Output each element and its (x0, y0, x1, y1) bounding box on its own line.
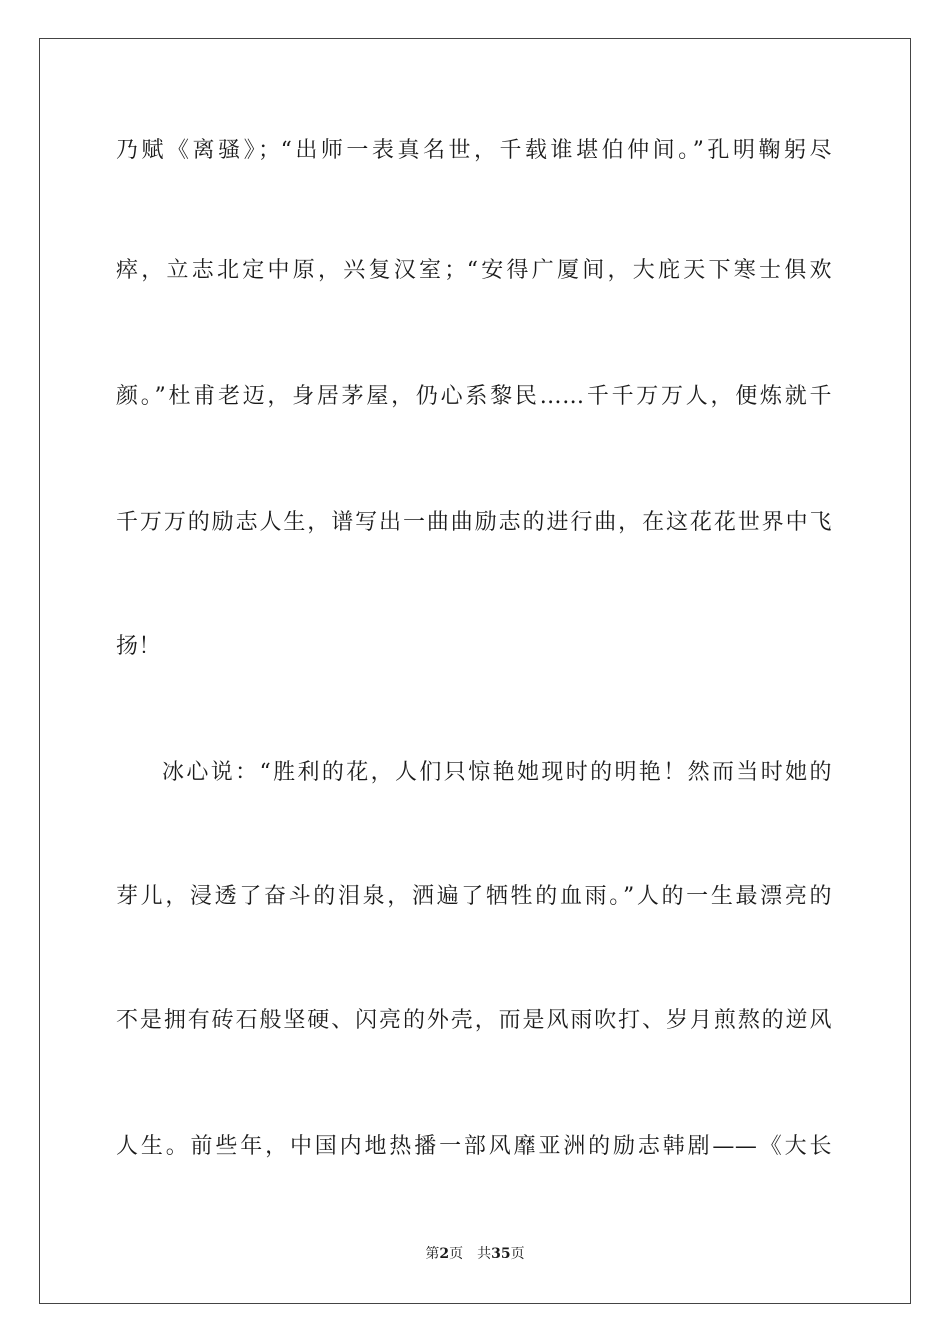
text-line-8: 不是拥有砖石般坚硬、闪亮的外壳，而是风雨吹打、岁月煎熬的逆风 (116, 1008, 832, 1033)
text-line-6: 冰心说：“胜利的花，人们只惊艳她现时的明艳！然而当时她的 (162, 760, 832, 785)
text-line-5: 扬！ (116, 634, 162, 659)
text-line-2: 瘁，立志北定中原，兴复汉室；“安得广厦间，大庇天下寒士俱欢 (116, 258, 832, 283)
total-pages: 35 (491, 1246, 511, 1262)
page-footer (0, 1244, 950, 1264)
text-line-9: 人生。前些年，中国内地热播一部风靡亚洲的励志韩剧——《大长 (116, 1134, 832, 1159)
page-number: 2 (439, 1246, 450, 1262)
total-prefix: 共 (477, 1246, 492, 1262)
text-line-7: 芽儿，浸透了奋斗的泪泉，洒遍了牺牲的血雨。”人的一生最漂亮的 (116, 884, 832, 909)
text-line-3: 颜。”杜甫老迈，身居茅屋，仍心系黎民……千千万万人，便炼就千 (116, 384, 832, 409)
total-suffix: 页 (510, 1246, 525, 1262)
page-suffix: 页 (449, 1246, 464, 1262)
page-frame (39, 38, 911, 1304)
page-prefix: 第 (425, 1246, 440, 1262)
text-line-4: 千万万的励志人生，谱写出一曲曲励志的进行曲，在这花花世界中飞 (116, 510, 832, 535)
text-line-1: 乃赋《离骚》；“出师一表真名世，千载谁堪伯仲间。”孔明鞠躬尽 (116, 138, 832, 163)
